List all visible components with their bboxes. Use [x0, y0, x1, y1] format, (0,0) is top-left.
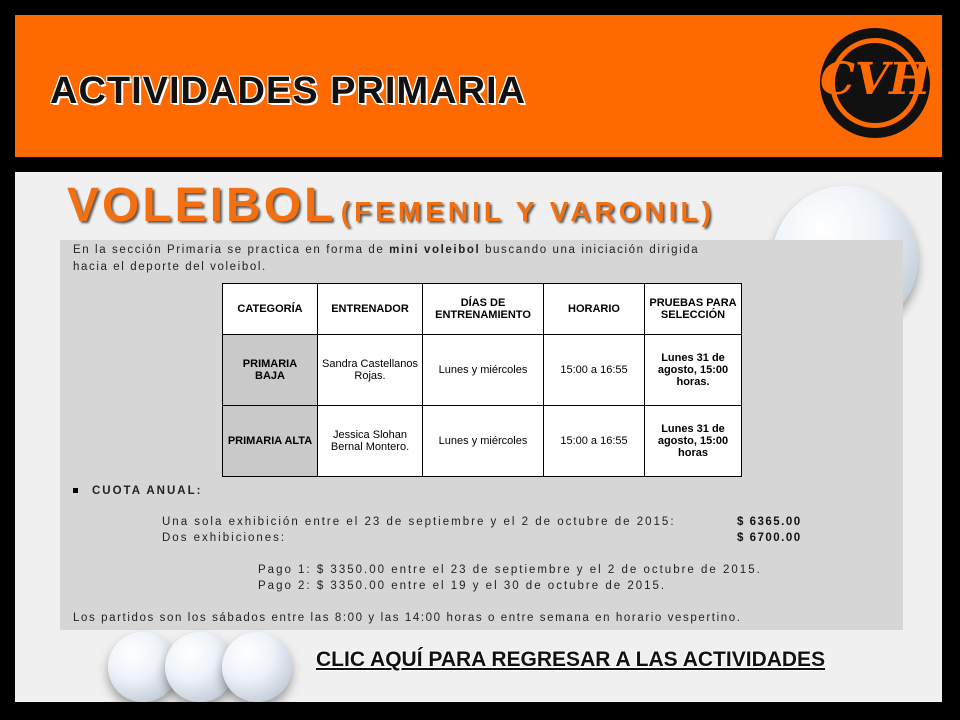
- table-row: [223, 335, 742, 406]
- fee-double-text: Dos exhibiciones:: [162, 532, 287, 544]
- fee-label: CUOTA ANUAL:: [92, 485, 203, 497]
- fee-double-amount: $ 6700.00: [737, 532, 802, 544]
- table-header: PRUEBAS PARA SELECCIÓN: [645, 284, 742, 335]
- table-cell: Sandra Castellanos Rojas.: [318, 335, 423, 406]
- table-cell: Jessica Slohan Bernal Montero.: [318, 406, 423, 477]
- table-cell: 15:00 a 16:55: [544, 335, 645, 406]
- table-row: [223, 406, 742, 477]
- sport-name: VOLEIBOL: [67, 179, 337, 232]
- logo-text: CVH: [820, 54, 931, 105]
- intro-text: [73, 242, 733, 276]
- payment-1: Pago 1: $ 3350.00 entre el 23 de septiembre y el 2 de octubre de 2015.: [258, 564, 762, 576]
- back-to-activities-link[interactable]: CLIC AQUÍ PARA REGRESAR A LAS ACTIVIDADES: [316, 648, 826, 671]
- intro-before: En la sección Primaria se practica en forma de: [73, 244, 385, 256]
- table-header: DÍAS DE ENTRENAMIENTO: [423, 284, 544, 335]
- page-title: ACTIVIDADES PRIMARIA: [50, 70, 527, 112]
- intro-after: buscando una iniciación dirigida hacia el deporte del voleibol.: [73, 244, 700, 273]
- matches-note: Los partidos son los sábados entre las 8:00 y las 14:00 horas o entre semana en horario vespertino.: [73, 612, 742, 624]
- sport-title: [67, 178, 715, 233]
- table-cell: Lunes 31 de agosto, 15:00 horas.: [645, 335, 742, 406]
- payment-2: Pago 2: $ 3350.00 entre el 19 y el 30 de octubre de 2015.: [258, 580, 667, 592]
- table-cell: PRIMARIA BAJA: [223, 335, 318, 406]
- fee-heading: [73, 485, 202, 497]
- intro-bold: mini voleibol: [389, 244, 481, 256]
- table-cell: 15:00 a 16:55: [544, 406, 645, 477]
- table-header: HORARIO: [544, 284, 645, 335]
- table-header-row: [223, 284, 742, 335]
- fee-single-amount: $ 6365.00: [737, 516, 802, 528]
- sport-subtitle: (FEMENIL Y VARONIL): [340, 196, 715, 227]
- volleyball-image: [222, 632, 292, 702]
- table-cell: Lunes y miércoles: [423, 335, 544, 406]
- table-cell: PRIMARIA ALTA: [223, 406, 318, 477]
- table-header: ENTRENADOR: [318, 284, 423, 335]
- table-cell: Lunes y miércoles: [423, 406, 544, 477]
- table-cell: Lunes 31 de agosto, 15:00 horas: [645, 406, 742, 477]
- cvh-logo: [820, 28, 930, 138]
- bullet-icon: [73, 488, 78, 493]
- fee-single-text: Una sola exhibición entre el 23 de septiembre y el 2 de octubre de 2015:: [162, 516, 676, 528]
- schedule-table: [222, 283, 742, 477]
- table-header: CATEGORÍA: [223, 284, 318, 335]
